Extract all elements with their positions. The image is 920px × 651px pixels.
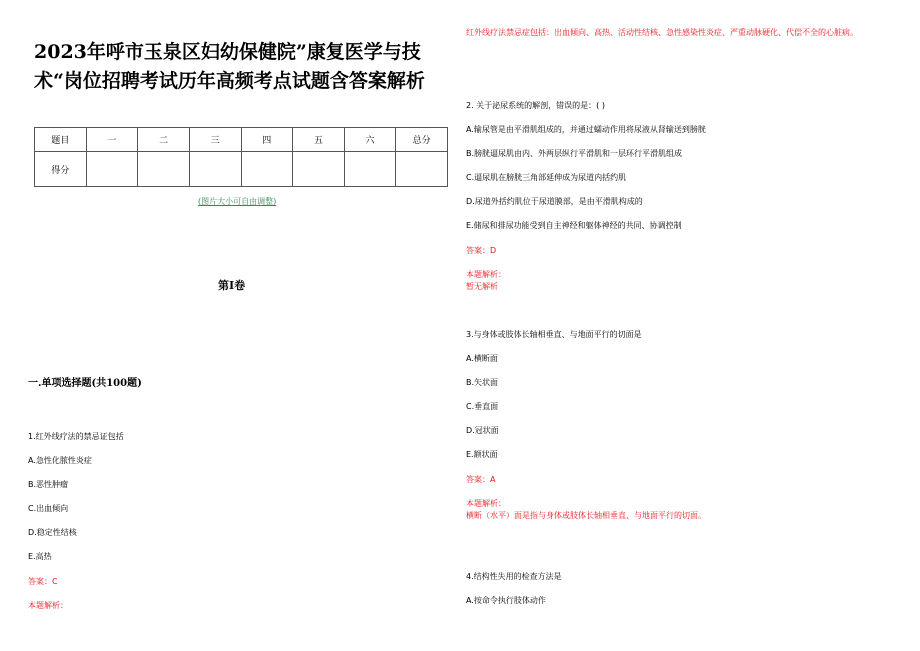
- question-1-option-d: D.稳定性结核: [28, 528, 77, 537]
- question-1-option-e: E.高热: [28, 552, 52, 561]
- score-header-cell: 题目: [35, 128, 87, 152]
- image-size-note: (图片大小可自由调整): [198, 197, 277, 206]
- question-2-option-c: C.逼尿肌在膀胱三角部延伸成为尿道内括约肌: [466, 173, 627, 182]
- section-heading: 一.单项选择题(共100题): [28, 378, 142, 389]
- question-1-analysis-label: 本题解析：: [28, 601, 68, 610]
- question-4-option-a: A.按命令执行肢体动作: [466, 596, 546, 605]
- volume-heading: 第Ⅰ卷: [218, 279, 246, 292]
- score-row-label: 得分: [35, 152, 87, 187]
- score-cell: [344, 152, 396, 187]
- document-title-line-2: 术“岗位招聘考试历年高频考点试题含答案解析: [34, 70, 425, 92]
- score-cell: [293, 152, 345, 187]
- question-2-option-b: B.膀胱逼尿肌由内、外两层纵行平滑肌和一层环行平滑肌组成: [466, 149, 683, 158]
- score-header-cell: 六: [344, 128, 396, 152]
- document-title-line-1: 2023年呼市玉泉区妇幼保健院”康复医学与技: [34, 41, 421, 63]
- score-table-header-row: [35, 128, 448, 152]
- score-header-cell: 三: [189, 128, 241, 152]
- score-header-cell: 五: [293, 128, 345, 152]
- question-2-analysis-label: 本题解析：: [466, 270, 506, 279]
- question-3-answer: 答案：A: [466, 475, 496, 484]
- score-header-cell: 一: [86, 128, 138, 152]
- score-cell: [396, 152, 448, 187]
- question-3-analysis-text: 横断（水平）面是指与身体或肢体长轴相垂直、与地面平行的切面。: [466, 511, 706, 520]
- question-3-option-d: D.冠状面: [466, 426, 499, 435]
- score-table-score-row: [35, 152, 448, 187]
- score-header-cell: 二: [138, 128, 190, 152]
- question-3-option-a: A.横断面: [466, 354, 498, 363]
- score-cell: [189, 152, 241, 187]
- question-2-option-e: E.储尿和排尿功能受到自主神经和躯体神经的共同、协调控制: [466, 221, 682, 230]
- score-cell: [138, 152, 190, 187]
- question-2-analysis-text: 暂无解析: [466, 282, 498, 291]
- question-2-stem: 2. 关于泌尿系统的解剖，错误的是：( ): [466, 101, 605, 110]
- question-3-option-b: B.矢状面: [466, 378, 499, 387]
- question-1-stem: 1.红外线疗法的禁忌证包括: [28, 432, 124, 441]
- question-1-option-b: B.恶性肿瘤: [28, 480, 69, 489]
- question-4-stem: 4.结构性失用的检查方法是: [466, 572, 562, 581]
- question-2-answer: 答案：D: [466, 246, 497, 255]
- question-1-option-c: C.出血倾向: [28, 504, 69, 513]
- question-3-option-e: E.额状面: [466, 450, 498, 459]
- question-2-option-a: A.输尿管是由平滑肌组成的，并通过蠕动作用将尿液从肾输送到膀胱: [466, 125, 706, 134]
- score-table: [34, 127, 448, 187]
- score-header-cell: 总分: [396, 128, 448, 152]
- score-cell: [241, 152, 293, 187]
- score-header-cell: 四: [241, 128, 293, 152]
- question-1-answer: 答案：C: [28, 577, 58, 586]
- score-cell: [86, 152, 138, 187]
- question-2-option-d: D.尿道外括约肌位于尿道膜部，是由平滑肌构成的: [466, 197, 643, 206]
- question-1-analysis-text: 红外线疗法禁忌症包括：出血倾向、高热、活动性结核、急性感染性炎症、严重动脉硬化、代偿不全的心脏病。: [466, 28, 858, 37]
- question-3-option-c: C.垂直面: [466, 402, 499, 411]
- question-1-option-a: A.急性化脓性炎症: [28, 456, 92, 465]
- question-3-analysis-label: 本题解析：: [466, 499, 506, 508]
- question-3-stem: 3.与身体或肢体长轴相垂直、与地面平行的切面是: [466, 330, 642, 339]
